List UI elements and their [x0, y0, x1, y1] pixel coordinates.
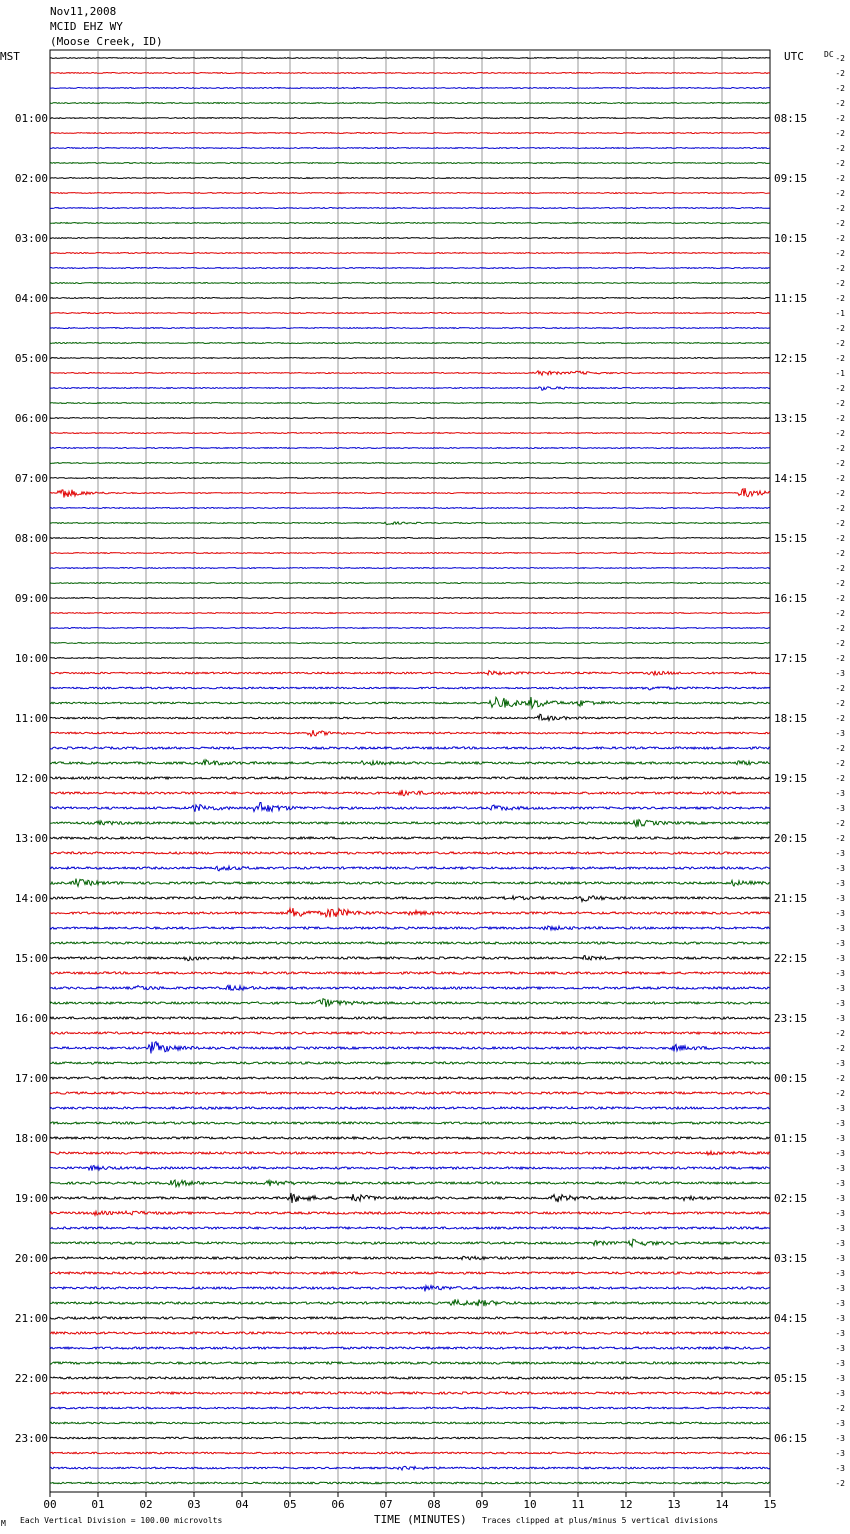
seismic-trace — [50, 313, 770, 314]
dc-offset-label: -2 — [835, 489, 845, 498]
seismic-trace — [50, 88, 770, 89]
dc-offset-label: -2 — [835, 474, 845, 483]
x-tick-label: 06 — [331, 1498, 345, 1511]
x-tick-label: 14 — [715, 1498, 729, 1511]
dc-offset-label: -2 — [835, 219, 845, 228]
seismic-trace — [50, 328, 770, 329]
dc-offset-label: -2 — [835, 504, 845, 513]
dc-offset-label: -2 — [835, 1479, 845, 1488]
clip-note: Traces clipped at plus/minus 5 vertical divisions — [482, 1516, 719, 1525]
x-tick-label: 05 — [283, 1498, 297, 1511]
seismic-trace — [50, 879, 770, 887]
dc-offset-label: -2 — [835, 54, 845, 63]
seismic-trace — [50, 747, 770, 749]
seismic-trace — [50, 448, 770, 449]
dc-offset-label: -3 — [835, 939, 845, 948]
mst-hour-label: 13:00 — [14, 832, 48, 845]
dc-offset-label: -2 — [835, 294, 845, 303]
dc-offset-label: -2 — [835, 609, 845, 618]
dc-offset-label: -2 — [835, 114, 845, 123]
x-tick-label: 03 — [187, 1498, 201, 1511]
seismic-trace — [50, 866, 770, 871]
mst-hour-labels — [15, 112, 48, 1445]
dc-offset-label: -2 — [835, 339, 845, 348]
seismic-trace — [50, 1137, 770, 1139]
utc-hour-label: 14:15 — [774, 472, 808, 485]
seismic-trace — [50, 714, 770, 720]
dc-offset-label: -3 — [835, 1449, 845, 1458]
mst-hour-label: 06:00 — [14, 412, 48, 425]
dc-offset-label: -2 — [835, 129, 845, 138]
seismic-trace — [50, 538, 770, 539]
dc-offset-label: -3 — [835, 864, 845, 873]
seismic-trace — [50, 73, 770, 74]
dc-offset-label: -2 — [835, 834, 845, 843]
dc-offset-label: -2 — [835, 699, 845, 708]
utc-hour-label: 01:15 — [774, 1132, 808, 1145]
mst-hour-label: 07:00 — [14, 472, 48, 485]
dc-offset-label: -3 — [835, 1104, 845, 1113]
mst-hour-label: 05:00 — [14, 352, 48, 365]
seismic-trace — [50, 972, 770, 974]
utc-hour-label: 16:15 — [774, 592, 808, 605]
dc-offset-label: -3 — [835, 1314, 845, 1323]
seismic-trace — [50, 803, 770, 812]
seismic-trace — [50, 956, 770, 961]
dc-offset-label: -2 — [835, 594, 845, 603]
dc-offset-label: -2 — [835, 324, 845, 333]
scale-note: Each Vertical Division = 100.00 microvolts — [20, 1516, 223, 1525]
dc-offset-label: -3 — [835, 1359, 845, 1368]
seismic-trace — [50, 238, 770, 239]
seismic-trace — [50, 1193, 770, 1203]
mst-hour-label: 10:00 — [14, 652, 48, 665]
seismic-trace — [50, 208, 770, 209]
dc-offset-label: -3 — [835, 1374, 845, 1383]
station-code: MCID EHZ WY — [50, 20, 123, 33]
seismic-trace — [50, 1166, 770, 1171]
mst-hour-label: 16:00 — [14, 1012, 48, 1025]
mst-hour-label: 15:00 — [14, 952, 48, 965]
seismic-trace — [50, 387, 770, 391]
mst-hour-label: 02:00 — [14, 172, 48, 185]
dc-offset-label: -2 — [835, 654, 845, 663]
mst-hour-label: 22:00 — [14, 1372, 48, 1385]
trace-group — [50, 58, 770, 1484]
seismic-trace — [50, 1180, 770, 1187]
seismic-trace — [50, 697, 770, 708]
dc-offset-label: -2 — [835, 234, 845, 243]
seismic-trace — [50, 508, 770, 509]
dc-offset-label: -3 — [835, 984, 845, 993]
dc-offset-label: -2 — [835, 174, 845, 183]
dc-offset-label: -1 — [835, 369, 845, 378]
mst-hour-label: 18:00 — [14, 1132, 48, 1145]
seismic-trace — [50, 1042, 770, 1054]
x-tick-label: 13 — [667, 1498, 681, 1511]
dc-offset-label: -3 — [835, 924, 845, 933]
x-tick-label: 15 — [763, 1498, 777, 1511]
seismic-trace — [50, 568, 770, 569]
dc-offset-label: -3 — [835, 669, 845, 678]
dc-offset-label: -2 — [835, 264, 845, 273]
seismic-trace — [50, 1286, 770, 1292]
station-location: (Moose Creek, ID) — [50, 35, 163, 48]
dc-offset-label: -3 — [835, 729, 845, 738]
utc-hour-label: 23:15 — [774, 1012, 808, 1025]
dc-offset-label: -2 — [835, 549, 845, 558]
seismic-trace — [50, 1392, 770, 1394]
seismic-trace — [50, 926, 770, 930]
x-tick-label: 08 — [427, 1498, 441, 1511]
utc-hour-label: 00:15 — [774, 1072, 808, 1085]
seismic-trace — [50, 896, 770, 902]
seismic-trace — [50, 1362, 770, 1364]
dc-offset-label: -2 — [835, 639, 845, 648]
seismic-trace — [50, 1211, 770, 1215]
dc-offset-label: -2 — [835, 354, 845, 363]
utc-hour-label: 03:15 — [774, 1252, 808, 1265]
utc-hour-label: 17:15 — [774, 652, 808, 665]
dc-offset-label: -3 — [835, 1134, 845, 1143]
dc-offset-label: -3 — [835, 1464, 845, 1473]
seismic-trace — [50, 1332, 770, 1334]
x-tick-label: 02 — [139, 1498, 153, 1511]
seismic-trace — [50, 1151, 770, 1155]
dc-offset-label: -2 — [835, 1044, 845, 1053]
x-tick-label: 01 — [91, 1498, 105, 1511]
seismic-trace — [50, 283, 770, 284]
dc-offset-label: -2 — [835, 1029, 845, 1038]
dc-offset-label: -2 — [835, 144, 845, 153]
seismic-trace — [50, 1452, 770, 1454]
utc-hour-label: 15:15 — [774, 532, 808, 545]
seismic-trace — [50, 1062, 770, 1064]
dc-offset-label: -3 — [835, 804, 845, 813]
utc-hour-label: 11:15 — [774, 292, 808, 305]
seismic-trace — [50, 985, 770, 990]
utc-hour-label: 04:15 — [774, 1312, 808, 1325]
dc-offset-label: -2 — [835, 774, 845, 783]
dc-offset-label: -3 — [835, 1194, 845, 1203]
seismic-trace — [50, 103, 770, 104]
dc-offset-label: -2 — [835, 69, 845, 78]
dc-offset-label: -3 — [835, 1014, 845, 1023]
utc-label: UTC — [784, 50, 804, 63]
seismic-trace — [50, 133, 770, 134]
dc-offset-label: -2 — [835, 684, 845, 693]
seismic-trace — [50, 1239, 770, 1246]
x-tick-label: 11 — [571, 1498, 585, 1511]
dc-offset-label: -1 — [835, 309, 845, 318]
dc-offset-label: -2 — [835, 714, 845, 723]
utc-hour-label: 09:15 — [774, 172, 808, 185]
utc-hour-label: 22:15 — [774, 952, 808, 965]
seismic-trace — [50, 1437, 770, 1439]
seismic-trace — [50, 1077, 770, 1079]
dc-offset-label: -3 — [835, 1344, 845, 1353]
x-tick-label: 00 — [43, 1498, 57, 1511]
chart-date: Nov11,2008 — [50, 5, 117, 18]
dc-offset-label: -3 — [835, 1239, 845, 1248]
dc-offset-label: -3 — [835, 1224, 845, 1233]
dc-offset-label: -2 — [835, 399, 845, 408]
seismic-trace — [50, 1347, 770, 1349]
dc-offset-label: -3 — [835, 1299, 845, 1308]
plot-frame — [50, 50, 770, 1492]
utc-hour-labels — [774, 112, 807, 1445]
dc-offset-label: -3 — [835, 894, 845, 903]
utc-hour-label: 06:15 — [774, 1432, 808, 1445]
x-tick-label: 07 — [379, 1498, 393, 1511]
utc-hour-label: 13:15 — [774, 412, 808, 425]
seismic-trace — [50, 1466, 770, 1470]
seismic-trace — [50, 852, 770, 854]
dc-offset-label: -3 — [835, 1284, 845, 1293]
mst-hour-label: 01:00 — [14, 112, 48, 125]
dc-offset-label: -2 — [835, 624, 845, 633]
seismic-trace — [50, 1017, 770, 1019]
dc-offset-label: -2 — [835, 744, 845, 753]
dc-offset-label: -2 — [835, 1089, 845, 1098]
dc-offset-label: -3 — [835, 954, 845, 963]
utc-hour-label: 05:15 — [774, 1372, 808, 1385]
seismic-trace — [50, 478, 770, 479]
seismic-trace — [50, 1482, 770, 1484]
seismic-trace — [50, 1407, 770, 1409]
dc-offset-label: -2 — [835, 189, 845, 198]
x-tick-label: 10 — [523, 1498, 537, 1511]
dc-header-label: DC — [824, 50, 834, 59]
seismic-trace — [50, 58, 770, 59]
dc-offset-label: -2 — [835, 759, 845, 768]
seismic-trace — [50, 777, 770, 779]
utc-hour-label: 18:15 — [774, 712, 808, 725]
mst-hour-label: 14:00 — [14, 892, 48, 905]
utc-hour-label: 19:15 — [774, 772, 808, 785]
seismic-trace — [50, 553, 770, 554]
seismic-trace — [50, 671, 770, 676]
utc-hour-label: 12:15 — [774, 352, 808, 365]
seismic-trace — [50, 1422, 770, 1424]
dc-offset-label: -2 — [835, 444, 845, 453]
seismic-trace — [50, 118, 770, 119]
seismic-trace — [50, 418, 770, 419]
dc-offset-label: -2 — [835, 159, 845, 168]
dc-offset-label: -3 — [835, 1209, 845, 1218]
dc-offset-label: -2 — [835, 1074, 845, 1083]
mst-hour-label: 08:00 — [14, 532, 48, 545]
mst-hour-label: 09:00 — [14, 592, 48, 605]
seismic-trace — [50, 1272, 770, 1274]
utc-hour-label: 10:15 — [774, 232, 808, 245]
seismic-trace — [50, 403, 770, 404]
dc-offset-label: -2 — [835, 99, 845, 108]
seismic-trace — [50, 371, 770, 375]
x-tick-label: 04 — [235, 1498, 249, 1511]
dc-offset-label: -2 — [835, 204, 845, 213]
seismic-trace — [50, 1227, 770, 1229]
seismic-trace — [50, 583, 770, 584]
seismic-trace — [50, 908, 770, 917]
seismic-trace — [50, 178, 770, 179]
dc-offset-label: -3 — [835, 789, 845, 798]
mst-hour-label: 17:00 — [14, 1072, 48, 1085]
utc-hour-label: 21:15 — [774, 892, 808, 905]
seismic-trace — [50, 253, 770, 254]
dc-offset-label: -3 — [835, 969, 845, 978]
seismic-trace — [50, 522, 770, 525]
seismic-trace — [50, 598, 770, 599]
mst-hour-label: 04:00 — [14, 292, 48, 305]
dc-offset-label: -2 — [835, 579, 845, 588]
seismic-trace — [50, 658, 770, 659]
seismic-trace — [50, 298, 770, 299]
utc-hour-label: 02:15 — [774, 1192, 808, 1205]
dc-offset-label: -3 — [835, 849, 845, 858]
dc-offset-label: -3 — [835, 1434, 845, 1443]
dc-offset-label: -3 — [835, 1254, 845, 1263]
dc-offset-label: -3 — [835, 999, 845, 1008]
utc-hour-label: 20:15 — [774, 832, 808, 845]
dc-offset-label: -2 — [835, 564, 845, 573]
seismic-trace — [50, 148, 770, 149]
dc-offset-label: -3 — [835, 1149, 845, 1158]
dc-offset-label: -2 — [835, 279, 845, 288]
seismic-trace — [50, 999, 770, 1007]
dc-offset-label: -3 — [835, 1269, 845, 1278]
dc-offset-label: -2 — [835, 1404, 845, 1413]
seismic-trace — [50, 1256, 770, 1259]
seismic-trace — [50, 223, 770, 224]
seismic-trace — [50, 687, 770, 690]
seismic-trace — [50, 1032, 770, 1034]
dc-offset-label: -3 — [835, 1164, 845, 1173]
x-tick-label: 12 — [619, 1498, 633, 1511]
mst-hour-label: 03:00 — [14, 232, 48, 245]
x-axis-label: TIME (MINUTES) — [374, 1513, 467, 1526]
seismic-trace — [50, 488, 770, 497]
dc-offset-label: -3 — [835, 1329, 845, 1338]
mst-hour-label: 12:00 — [14, 772, 48, 785]
mst-hour-label: 20:00 — [14, 1252, 48, 1265]
minute-grid — [50, 50, 770, 1492]
dc-offset-label: -2 — [835, 384, 845, 393]
seismic-trace — [50, 193, 770, 194]
seismic-trace — [50, 358, 770, 359]
dc-offset-labels — [835, 54, 845, 1488]
mst-hour-label: 23:00 — [14, 1432, 48, 1445]
seismic-trace — [50, 628, 770, 629]
seismic-trace — [50, 760, 770, 765]
x-tick-labels — [43, 1492, 776, 1511]
dc-offset-label: -3 — [835, 1419, 845, 1428]
seismic-trace — [50, 837, 770, 839]
dc-offset-label: -3 — [835, 909, 845, 918]
mst-label: MST — [0, 50, 20, 63]
dc-offset-label: -3 — [835, 1119, 845, 1128]
dc-offset-label: -2 — [835, 414, 845, 423]
seismic-trace — [50, 730, 770, 736]
dc-offset-label: -2 — [835, 459, 845, 468]
mst-hour-label: 11:00 — [14, 712, 48, 725]
seismic-trace — [50, 1299, 770, 1306]
seismic-trace — [50, 613, 770, 614]
dc-offset-label: -3 — [835, 879, 845, 888]
dc-offset-label: -3 — [835, 1389, 845, 1398]
mst-hour-label: 19:00 — [14, 1192, 48, 1205]
seismic-trace — [50, 820, 770, 827]
seismic-trace — [50, 1122, 770, 1124]
dc-offset-label: -2 — [835, 84, 845, 93]
dc-offset-label: -2 — [835, 534, 845, 543]
seismic-trace — [50, 463, 770, 464]
seismic-trace — [50, 942, 770, 944]
corner-mark: M — [1, 1519, 6, 1528]
mst-hour-label: 21:00 — [14, 1312, 48, 1325]
dc-offset-label: -2 — [835, 519, 845, 528]
dc-offset-label: -3 — [835, 1059, 845, 1068]
x-tick-label: 09 — [475, 1498, 489, 1511]
dc-offset-label: -2 — [835, 819, 845, 828]
seismic-trace — [50, 163, 770, 164]
seismic-trace — [50, 1377, 770, 1379]
dc-offset-label: -2 — [835, 249, 845, 258]
seismic-trace — [50, 643, 770, 644]
utc-hour-label: 08:15 — [774, 112, 808, 125]
dc-offset-label: -2 — [835, 429, 845, 438]
seismic-trace — [50, 268, 770, 269]
seismic-trace — [50, 790, 770, 796]
dc-offset-label: -3 — [835, 1179, 845, 1188]
seismic-trace — [50, 1092, 770, 1094]
seismic-trace — [50, 1317, 770, 1319]
seismic-trace — [50, 343, 770, 344]
seismic-trace — [50, 1107, 770, 1109]
seismic-trace — [50, 433, 770, 434]
